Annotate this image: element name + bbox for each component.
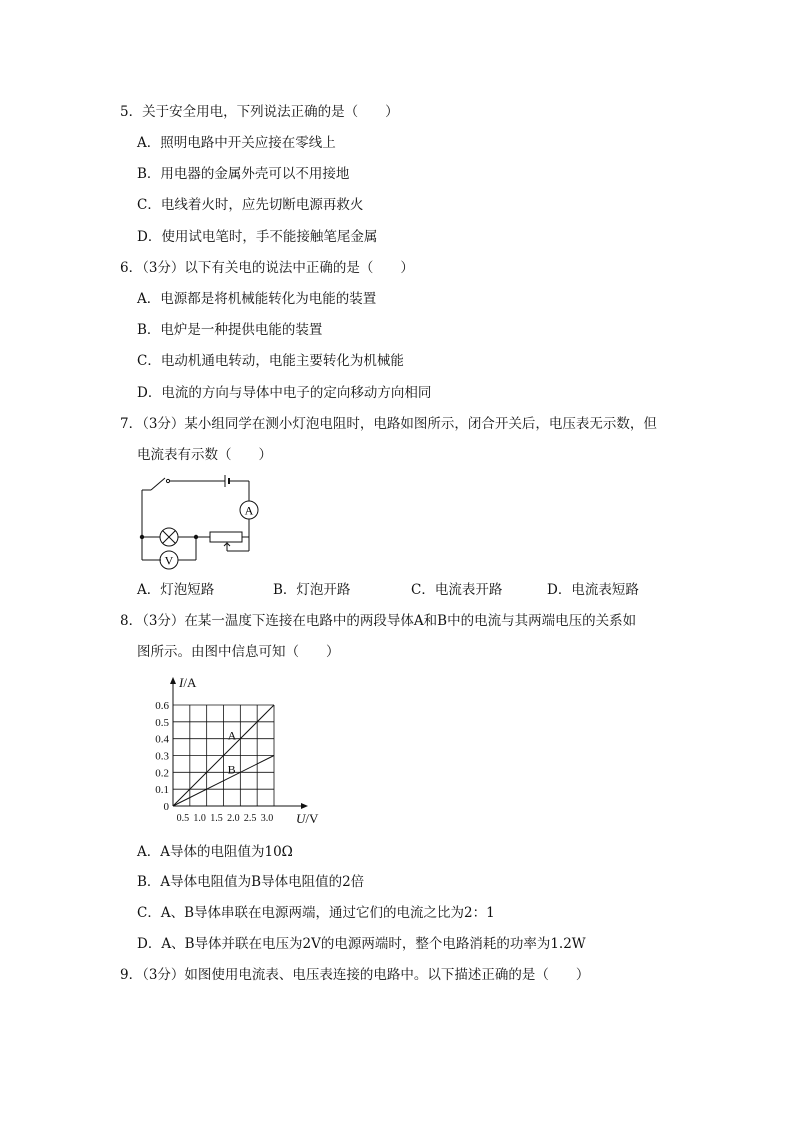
question-5-option-c: C．电线着火时，应先切断电源再救火 bbox=[137, 197, 364, 213]
question-8-option-b: B．A导体电阻值为B导体电阻值的2倍 bbox=[137, 874, 365, 890]
y-axis-arrow bbox=[170, 677, 176, 684]
chart-grid bbox=[170, 677, 308, 809]
series-label-b: B bbox=[227, 762, 236, 777]
voltmeter-label: V bbox=[164, 553, 174, 568]
junction-mid bbox=[194, 535, 198, 539]
question-6-stem: 6．（3分）以下有关电的说法中正确的是（ ） bbox=[120, 260, 414, 276]
junction-left bbox=[140, 535, 144, 539]
y-tick-label: 0.3 bbox=[155, 750, 169, 763]
x-axis-arrow bbox=[301, 803, 308, 809]
question-8-option-d: D．A、B导体并联在电压为2V的电源两端时，整个电路消耗的功率为1.2W bbox=[137, 936, 586, 952]
y-tick-label: 0.1 bbox=[155, 784, 169, 797]
question-5-option-b: B．用电器的金属外壳可以不用接地 bbox=[137, 166, 350, 182]
rheostat-body bbox=[210, 532, 242, 542]
y-tick-label: 0.6 bbox=[155, 700, 169, 712]
question-7-option-b: B．灯泡开路 bbox=[273, 582, 351, 598]
question-7-stem-line2: 电流表有示数（ ） bbox=[137, 447, 272, 463]
question-8-stem-line2: 图所示。由图中信息可知（ ） bbox=[137, 644, 340, 660]
question-5-stem: 5．关于安全用电，下列说法正确的是（ ） bbox=[120, 104, 399, 120]
question-6-option-b: B．电炉是一种提供电能的装置 bbox=[137, 322, 323, 338]
x-tick-label: 0.5 bbox=[176, 813, 190, 824]
question-7-stem-line1: 7．（3分）某小组同学在测小灯泡电阻时，电路如图所示，闭合开关后，电压表无示数，但 bbox=[120, 416, 657, 432]
question-8-option-c: C．A、B导体串联在电源两端，通过它们的电流之比为2：1 bbox=[137, 905, 495, 921]
question-6-option-d: D．电流的方向与导体中电子的定向移动方向相同 bbox=[137, 385, 432, 401]
question-8-stem-line1: 8．（3分）在某一温度下连接在电路中的两段导体A和B中的电流与其两端电压的关系如 bbox=[120, 613, 637, 629]
question-9-stem: 9．（3分）如图使用电流表、电压表连接的电路中。以下描述正确的是（ ） bbox=[120, 967, 590, 983]
question-7-option-d: D．电流表短路 bbox=[547, 582, 639, 598]
question-7-option-a: A．灯泡短路 bbox=[137, 582, 215, 598]
y-axis-label: I/A bbox=[179, 675, 197, 690]
x-tick-label: 1.0 bbox=[193, 813, 206, 824]
ammeter-label: A bbox=[244, 503, 254, 518]
x-tick-label: 2.0 bbox=[227, 813, 240, 824]
chart-labels bbox=[155, 675, 319, 826]
y-tick-label: 0.2 bbox=[155, 767, 169, 780]
question-6-option-a: A．电源都是将机械能转化为电能的装置 bbox=[137, 291, 377, 307]
x-axis-label: U/V bbox=[296, 811, 319, 826]
y-tick-label: 0.4 bbox=[155, 733, 169, 746]
question-7-option-c: C．电流表开路 bbox=[411, 582, 503, 598]
x-tick-label: 2.5 bbox=[243, 813, 257, 824]
question-8-option-a: A．A导体的电阻值为10Ω bbox=[137, 844, 293, 860]
question-5-option-a: A．照明电路中开关应接在零线上 bbox=[137, 135, 336, 151]
circuit-diagram bbox=[135, 470, 265, 575]
question-5-option-d: D．使用试电笔时，手不能接触笔尾金属 bbox=[137, 229, 378, 245]
question-6-option-c: C．电动机通电转动，电能主要转化为机械能 bbox=[137, 353, 404, 369]
series-label-a: A bbox=[227, 728, 237, 743]
current-voltage-chart bbox=[145, 672, 335, 832]
y-tick-label: 0.5 bbox=[155, 716, 169, 729]
switch-contact bbox=[166, 479, 169, 482]
x-tick-label: 3.0 bbox=[260, 813, 274, 824]
switch-blade bbox=[151, 478, 165, 490]
y-tick-label: 0 bbox=[163, 801, 169, 813]
x-tick-label: 1.5 bbox=[210, 813, 223, 824]
